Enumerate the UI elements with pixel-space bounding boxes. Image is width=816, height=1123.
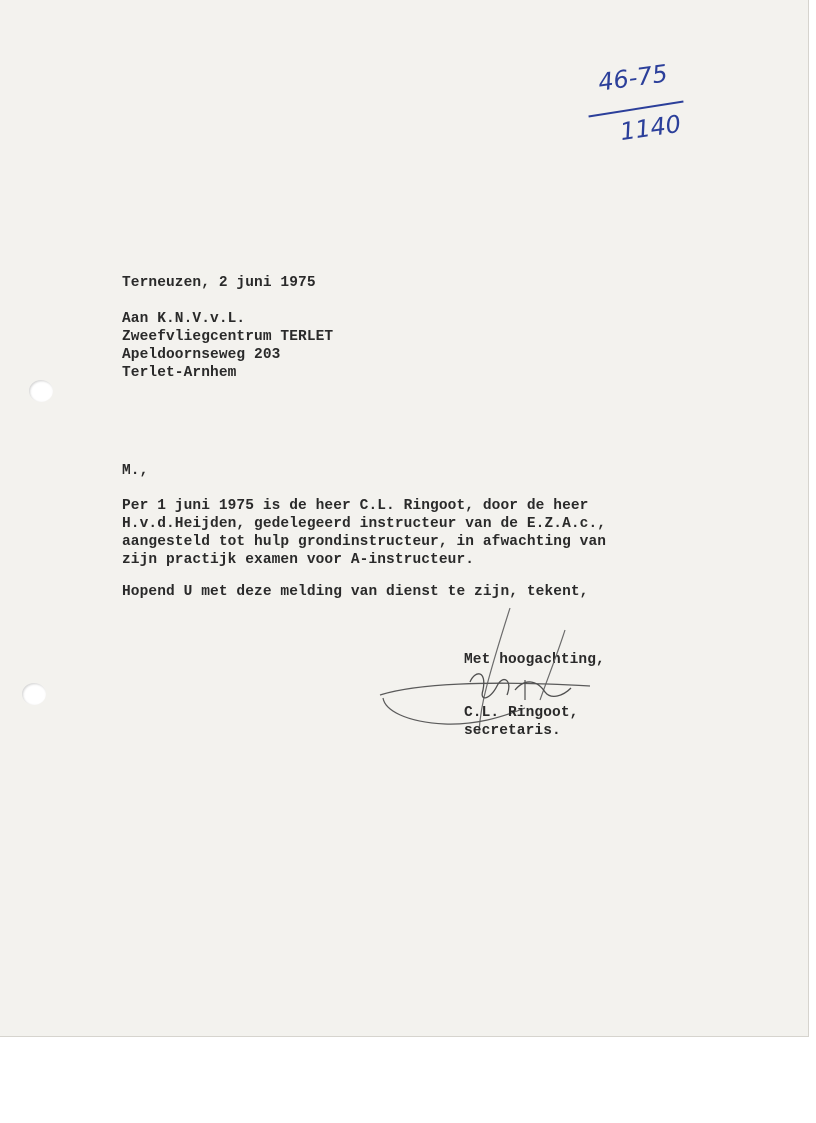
recipient-line-2: Zweefvliegcentrum TERLET [122,329,334,345]
body-line-3: aangesteld tot hulp grondinstructeur, in afwachting van [122,534,607,550]
recipient-line-1: Aan K.N.V.v.L. [122,311,246,327]
body-line-4: zijn practijk examen voor A-instructeur. [122,552,475,568]
body-line-2: H.v.d.Heijden, gedelegeerd instructeur van de E.Z.A.c., [122,516,607,532]
signer-name: C.L. Ringoot, [464,705,579,721]
recipient-line-4: Terlet-Arnhem [122,365,237,381]
body-line-1: Per 1 juni 1975 is de heer C.L. Ringoot, door de heer [122,498,589,514]
signer-title: secretaris. [464,723,561,739]
salutation: M., [122,463,149,479]
place-date: Terneuzen, 2 juni 1975 [122,275,316,291]
closing: Met hoogachting, [464,652,605,668]
punch-hole-bottom [22,683,46,705]
recipient-line-3: Apeldoornseweg 203 [122,347,281,363]
handwritten-number-top: 46-75 [596,59,670,97]
closing-sentence: Hopend U met deze melding van dienst te zijn, tekent, [122,584,589,600]
handwritten-number-bottom: 1140 [618,109,683,147]
scan-background [0,1037,816,1123]
punch-hole-top [29,380,53,402]
